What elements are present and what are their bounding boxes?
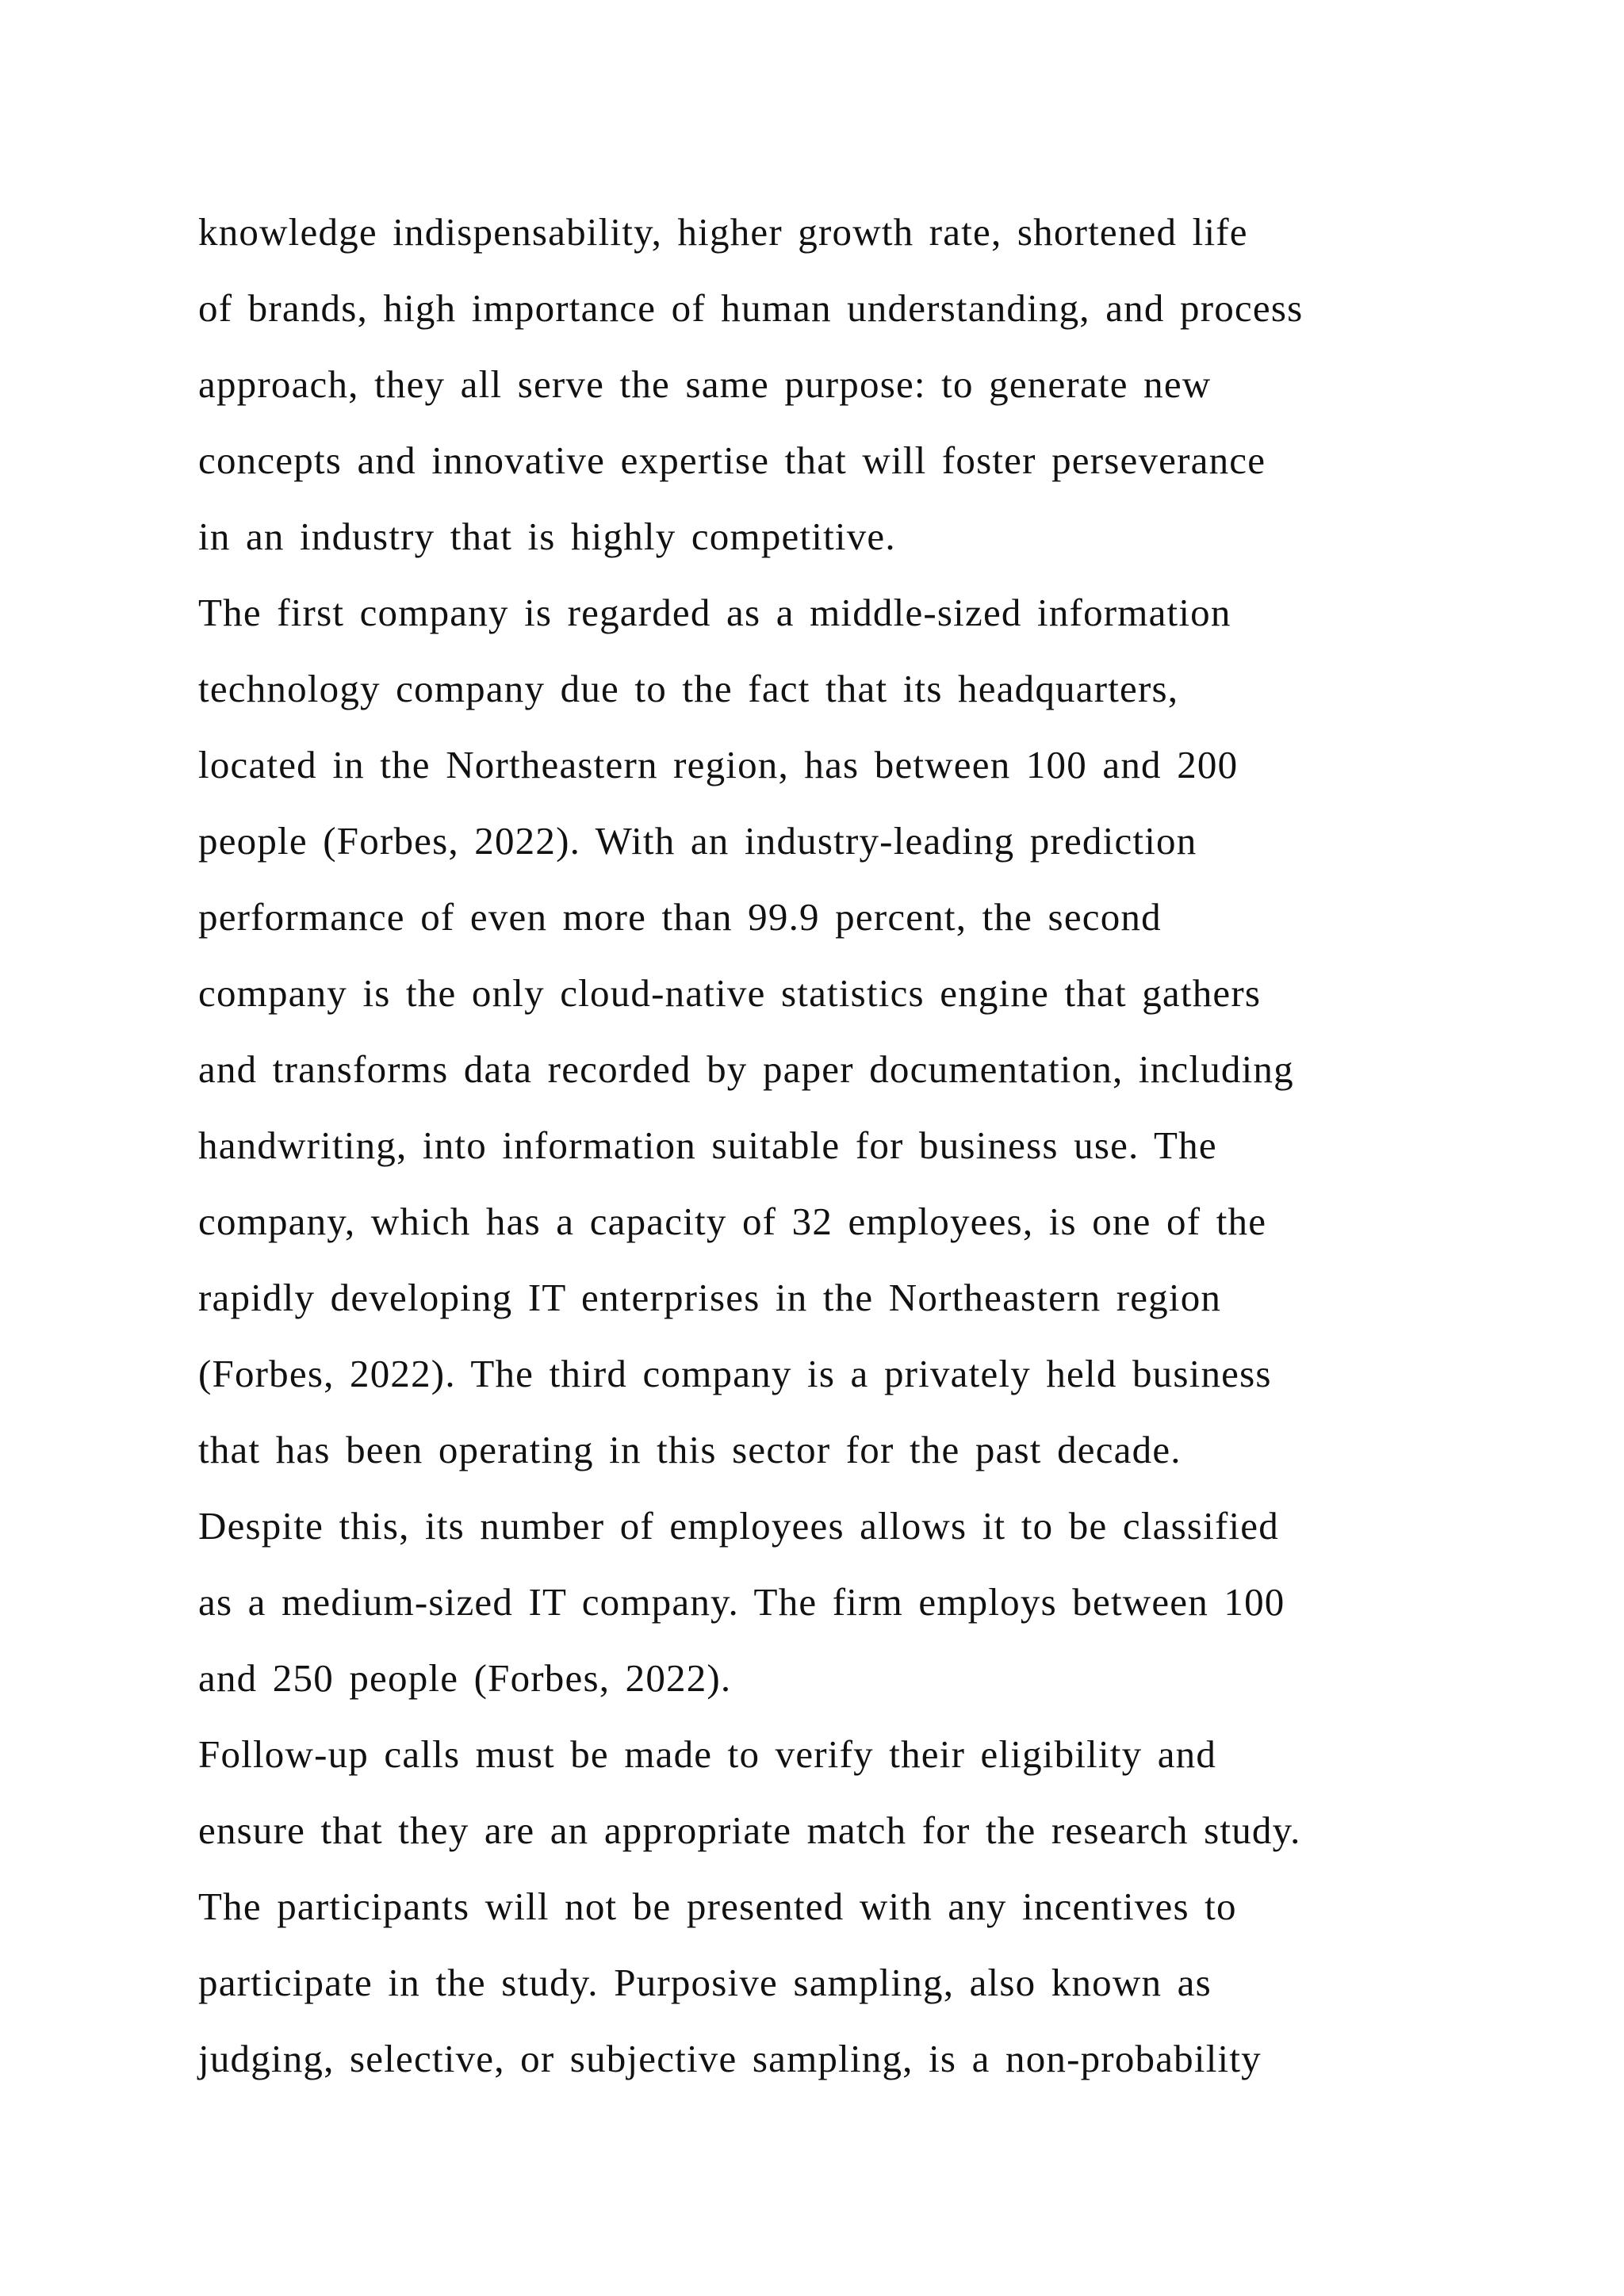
text-line: in an industry that is highly competitive. [198,515,896,558]
text-line: (Forbes, 2022). The third company is a privately held business [198,1352,1272,1395]
text-line: and 250 people (Forbes, 2022). [198,1656,732,1700]
body-text [198,194,1467,2097]
text-line: that has been operating in this sector for the past decade. [198,1428,1182,1471]
text-line: ensure that they are an appropriate match for the research study. [198,1808,1301,1852]
text-line: The first company is regarded as a middle-sized information [198,591,1231,634]
text-line: people (Forbes, 2022). With an industry-leading prediction [198,819,1197,863]
text-line: handwriting, into information suitable for business use. The [198,1123,1217,1167]
text-line: as a medium-sized IT company. The firm employs between 100 [198,1580,1285,1624]
text-line: judging, selective, or subjective sampling, is a non-probability [198,2037,1262,2080]
text-line: company, which has a capacity of 32 employees, is one of the [198,1200,1267,1243]
text-line: technology company due to the fact that its headquarters, [198,667,1179,710]
text-line: concepts and innovative expertise that will foster perseverance [198,438,1266,482]
text-line: located in the Northeastern region, has between 100 and 200 [198,743,1239,786]
text-line: and transforms data recorded by paper documentation, including [198,1047,1294,1091]
text-line: knowledge indispensability, higher growth rate, shortened life [198,210,1248,254]
text-line: Follow-up calls must be made to verify their eligibility and [198,1732,1217,1776]
text-line: of brands, high importance of human understanding, and process [198,286,1304,330]
text-line: approach, they all serve the same purpose: to generate new [198,362,1212,406]
text-line: performance of even more than 99.9 percent, the second [198,895,1162,939]
text-line: Despite this, its number of employees allows it to be classified [198,1504,1279,1548]
text-line: participate in the study. Purposive sampling, also known as [198,1961,1212,2004]
text-line: The participants will not be presented with any incentives to [198,1885,1237,1928]
text-line: company is the only cloud-native statistics engine that gathers [198,971,1262,1015]
text-line: rapidly developing IT enterprises in the Northeastern region [198,1276,1222,1319]
